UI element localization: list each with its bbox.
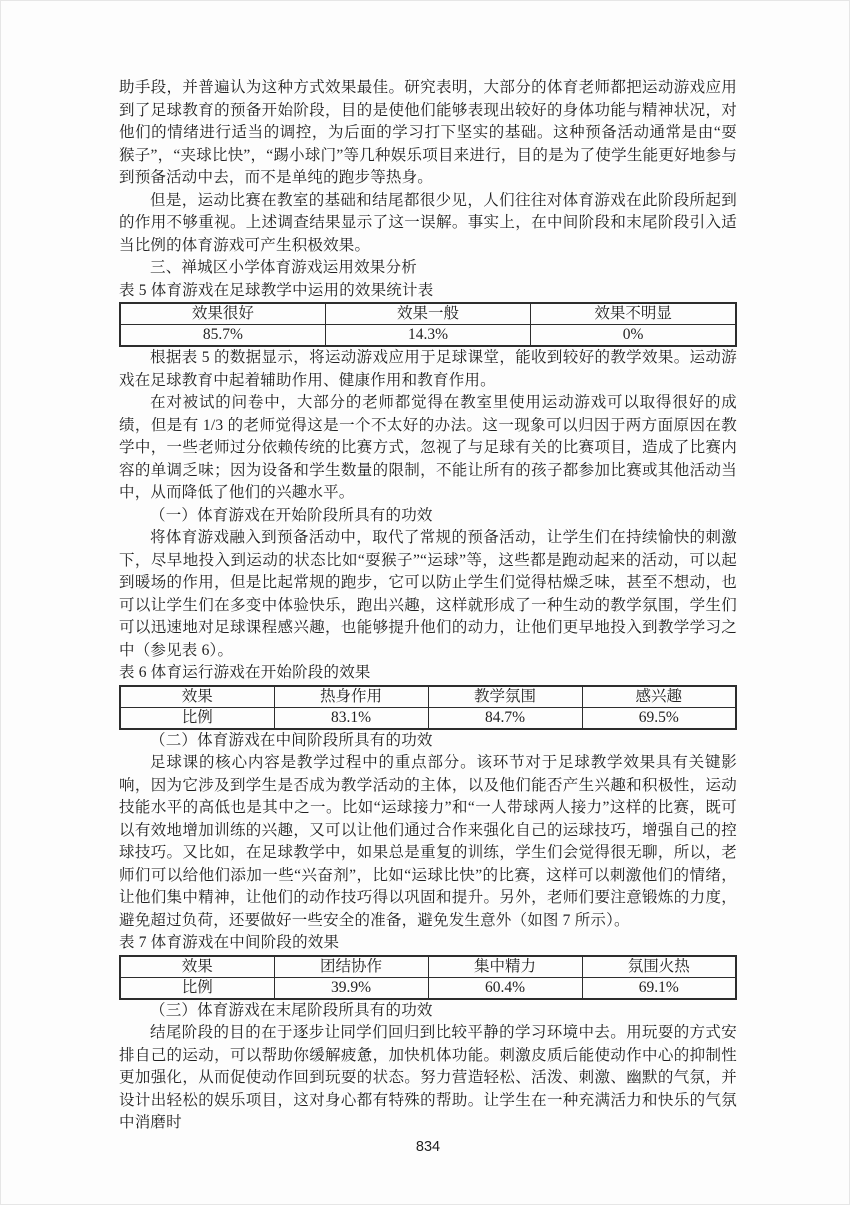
table-data-cell: 比例 <box>120 977 274 999</box>
table-data-cell: 39.9% <box>274 977 428 999</box>
table-data-cell: 69.1% <box>582 977 736 999</box>
table-header-cell: 效果 <box>120 956 274 978</box>
table-data-cell: 比例 <box>120 707 274 729</box>
table-header-row <box>120 303 736 325</box>
page-content <box>119 77 737 1158</box>
section-heading-3: 三、禅城区小学体育游戏运用效果分析 <box>150 259 417 276</box>
page-number: 834 <box>415 1138 441 1155</box>
table-7-caption: 表 7 体育游戏在中间阶段的效果 <box>119 934 340 951</box>
paragraph-middle-stage: 足球课的核心内容是教学过程中的重点部分。该环节对于足球教学效果具有关键影响，因为它涉及到学生是否成为教学活动的主体，以及他们能否产生兴趣和积极性，运动技能水平的高低也是其中之一。比如“运球接力”和“一人带球两人接力”这样的比赛，既可以有效地增加训练的兴趣，又可以让他们通过合作来强化自己的运球技巧，增强自己的控球技巧。又比如，在足球教学中，如果总是重复的训练，学生们会觉得很无聊，所以，老师们可以给他们添加一些“兴奋剂”，比如“运球比快”的比赛，这样可以刺激他们的情绪，让他们集中精神，让他们的动作技巧得以巩固和提升。另外，老师们要注意锻炼的力度，避免超过负荷，还要做好一些安全的准备，避免发生意外（如图 7 所示）。 <box>119 754 737 929</box>
paragraph-questionnaire: 在对被试的问卷中，大部分的老师都觉得在教室里使用运动游戏可以取得很好的成绩，但是有 1/3 的老师觉得这是一个不太好的办法。这一现象可以归因于两方面原因在教学中，一些老师过分依赖传统的比赛方式，忽视了与足球有关的比赛项目，造成了比赛内容的单调乏味；因为设备和学生数量的限制，不能让所有的孩子都参加比赛或其他活动当中，从而降低了他们的兴趣水平。 <box>119 394 737 501</box>
table-header-cell: 感兴趣 <box>582 686 736 708</box>
table-header-row <box>120 956 736 978</box>
table-data-row <box>120 707 736 729</box>
table-header-cell: 团结协作 <box>274 956 428 978</box>
table-data-cell: 85.7% <box>120 325 325 347</box>
paragraph-but: 但是，运动比赛在教室的基础和结尾都很少见，人们往往对体育游戏在此阶段所起到的作用不够重视。上述调查结果显示了这一误解。事实上，在中间阶段和末尾阶段引入适当比例的体育游戏可产生积极效果。 <box>119 191 737 254</box>
table-data-cell: 14.3% <box>325 325 530 347</box>
subsection-heading-2: （二）体育游戏在中间阶段所具有的功效 <box>150 731 433 749</box>
table-data-row <box>120 977 736 999</box>
table-data-cell: 84.7% <box>428 707 582 729</box>
subsection-heading-3: （三）体育游戏在末尾阶段所具有的功效 <box>150 1001 433 1019</box>
table-6-start-stage-effects <box>119 685 737 730</box>
table-5-caption: 表 5 体育游戏在足球教学中运用的效果统计表 <box>119 281 434 299</box>
table-6-caption: 表 6 体育运行游戏在开始阶段的效果 <box>119 664 371 681</box>
table-data-row <box>120 325 736 347</box>
table-data-cell: 0% <box>531 325 736 347</box>
table-header-cell: 效果不明显 <box>531 303 736 325</box>
table-header-cell: 教学氛围 <box>428 686 582 708</box>
paragraph-end-stage: 结尾阶段的目的在于逐步让同学们回归到比较平静的学习环境中去。用玩耍的方式安排自己的运动，可以帮助你缓解疲惫，加快机体功能。刺激皮质后能使动作中心的抑制性更加强化，从而促使动作回到玩耍的状态。努力营造轻松、活泼、刺激、幽默的气氛，并设计出轻松的娱乐项目，这对身心都有特殊的帮助。让学生在一种充满活力和快乐的气氛中消磨时 <box>119 1024 737 1131</box>
table-data-cell: 60.4% <box>428 977 582 999</box>
table-header-cell: 效果一般 <box>325 303 530 325</box>
table-header-cell: 效果 <box>120 686 274 708</box>
table-7-middle-stage-effects <box>119 955 737 1000</box>
table-header-cell: 效果很好 <box>120 303 325 325</box>
table-data-cell: 83.1% <box>274 707 428 729</box>
paragraph-start-stage: 将体育游戏融入到预备活动中，取代了常规的预备活动，让学生们在持续愉快的刺激下，尽早地投入到运动的状态比如“耍猴子”“运球”等，这些都是跑动起来的活动，可以起到暖场的作用，但是比起常规的跑步，它可以防止学生们觉得枯燥乏味，甚至不想动，也可以让学生们在多变中体验快乐，跑出兴趣，这样就形成了一种生动的教学氛围，学生们可以迅速地对足球课程感兴趣，也能够提升他们的动力，让他们更早地投入到教学学习之中（参见表 6）。 <box>119 529 737 659</box>
table-header-cell: 热身作用 <box>274 686 428 708</box>
paragraph-table5-analysis: 根据表 5 的数据显示，将运动游戏应用于足球课堂，能收到较好的教学效果。运动游戏在足球教育中起着辅助作用、健康作用和教育作用。 <box>119 349 737 389</box>
table-header-cell: 氛围火热 <box>582 956 736 978</box>
table-data-cell: 69.5% <box>582 707 736 729</box>
table-5-effect-statistics <box>119 302 737 347</box>
table-header-cell: 集中精力 <box>428 956 582 978</box>
table-header-row <box>120 686 736 708</box>
paragraph-continuation: 助手段，并普遍认为这种方式效果最佳。研究表明，大部分的体育老师都把运动游戏应用到了足球教育的预备开始阶段，目的是使他们能够表现出较好的身体功能与精神状况，对他们的情绪进行适当的调控，为后面的学习打下坚实的基础。这种预备活动通常是由“耍猴子”，“夹球比快”，“踢小球门”等几种娱乐项目来进行，目的是为了使学生能更好地参与到预备活动中去，而不是单纯的跑步等热身。 <box>119 79 737 186</box>
subsection-heading-1: （一）体育游戏在开始阶段所具有的功效 <box>150 506 433 524</box>
